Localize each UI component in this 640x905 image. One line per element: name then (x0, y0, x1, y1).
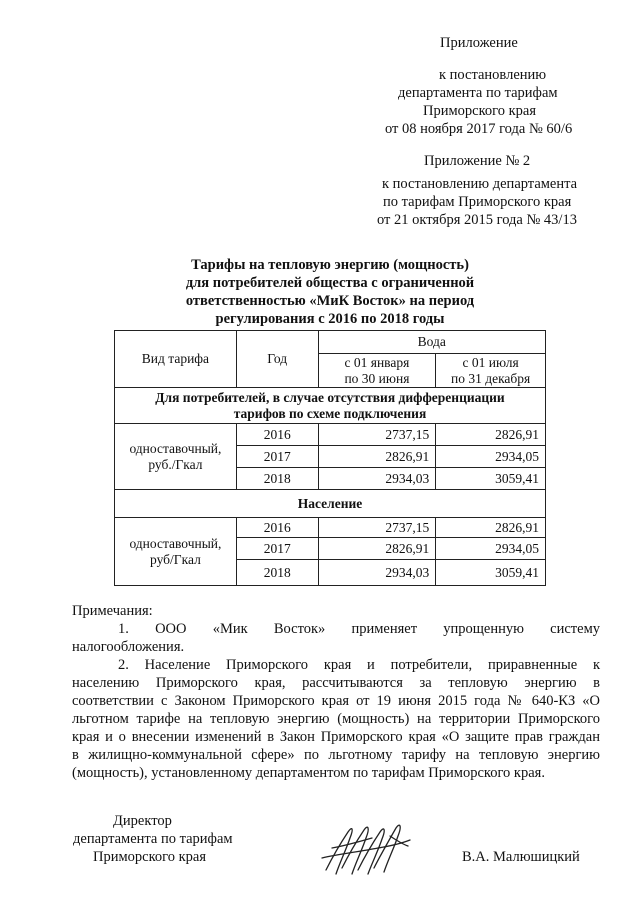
value-cell: 2737,15 (318, 518, 436, 538)
tariff-type-cell (115, 424, 237, 490)
section-population: Население (115, 490, 546, 518)
note-2-line: в жилищно-коммунальной сфере» по льготному тарифу на тепловую энергию (72, 747, 600, 763)
tariff-type-line: одноставочный, (129, 535, 222, 551)
appendix-line: от 08 ноября 2017 года № 60/6 (385, 121, 573, 137)
title-line: для потребителей общества с ограниченной (185, 275, 475, 291)
value-cell: 3059,41 (436, 468, 546, 490)
handwritten-signature (318, 818, 414, 882)
header-period-1 (318, 354, 436, 388)
period-1-to: по 30 июня (344, 370, 410, 386)
section-consumers-line: Для потребителей, в случае отсутствия дифференциации (155, 389, 505, 405)
header-tariff-type: Вид тарифа (115, 331, 237, 388)
note-2-line: (мощность), установленному департаментом по тарифам Приморского края. (72, 765, 545, 781)
note-1-line: 1. ООО «Мик Восток» применяет упрощенную систему (118, 621, 600, 637)
appendix-line: Приморского края (423, 103, 537, 119)
value-cell: 2934,05 (436, 538, 546, 560)
tariff-type-cell (115, 518, 237, 586)
appendix-title: Приложение (440, 35, 518, 51)
signatory-position: департамента по тарифам (73, 831, 233, 847)
value-cell: 2826,91 (318, 446, 436, 468)
header-year: Год (236, 331, 318, 388)
value-cell: 2826,91 (318, 538, 436, 560)
appendix-line: департамента по тарифам (398, 85, 558, 101)
header-period-2 (436, 354, 546, 388)
document-title (114, 256, 546, 328)
appendix2-line: к постановлению департамента (382, 176, 578, 192)
signatory-position: Приморского края (93, 849, 207, 865)
note-2-line: населению Приморского края, рассчитываются за тепловую энергию в (72, 675, 600, 691)
signatory-name: В.А. Малюшицкий (462, 849, 580, 865)
table-row (115, 518, 546, 538)
year-cell: 2017 (236, 538, 318, 560)
title-line: ответственностью «МиК Восток» на период (185, 293, 475, 309)
year-cell: 2017 (236, 446, 318, 468)
note-2-line: льготном тарифе на тепловую энергию (мощность) на территории Приморского (72, 711, 600, 727)
note-2-line: соответствии с Законом Приморского края от 19 июня 2015 года № 640-КЗ «О (72, 693, 600, 709)
year-cell: 2016 (236, 424, 318, 446)
note-2-line: 2. Население Приморского края и потребители, приравненные к (118, 657, 600, 673)
appendix2-title: Приложение № 2 (424, 153, 531, 169)
notes-heading: Примечания: (72, 603, 153, 619)
period-2-to: по 31 декабря (450, 370, 531, 386)
period-1-from: с 01 января (344, 354, 410, 370)
value-cell: 2737,15 (318, 424, 436, 446)
appendix2-line: по тарифам Приморского края (383, 194, 572, 210)
notes (72, 602, 600, 782)
tariff-type-line: руб/Гкал (150, 551, 201, 567)
year-cell: 2016 (236, 518, 318, 538)
note-2-line: края и о внесении изменений в Закон Приморского края «О защите прав граждан (72, 729, 600, 745)
value-cell: 2826,91 (436, 424, 546, 446)
note-1-line: налогообложения. (72, 639, 185, 655)
tariff-table (114, 330, 546, 586)
value-cell: 2934,03 (318, 468, 436, 490)
tariff-type-line: руб./Гкал (148, 456, 203, 472)
value-cell: 2934,03 (318, 560, 436, 586)
tariff-type-line: одноставочный, (129, 440, 222, 456)
year-cell: 2018 (236, 468, 318, 490)
period-2-from: с 01 июля (462, 354, 519, 370)
value-cell: 3059,41 (436, 560, 546, 586)
title-line: Тарифы на тепловую энергию (мощность) (191, 257, 469, 273)
year-cell: 2018 (236, 560, 318, 586)
table-row (115, 424, 546, 446)
appendix2-line: от 21 октября 2015 года № 43/13 (377, 212, 577, 228)
value-cell: 2934,05 (436, 446, 546, 468)
value-cell: 2826,91 (436, 518, 546, 538)
title-line: регулирования с 2016 по 2018 годы (215, 311, 445, 327)
signatory-position: Директор (113, 813, 172, 829)
section-consumers (115, 388, 546, 424)
appendix-line: к постановлению (439, 67, 547, 83)
section-consumers-line: тарифов по схеме подключения (233, 405, 427, 421)
header-water: Вода (318, 331, 545, 354)
